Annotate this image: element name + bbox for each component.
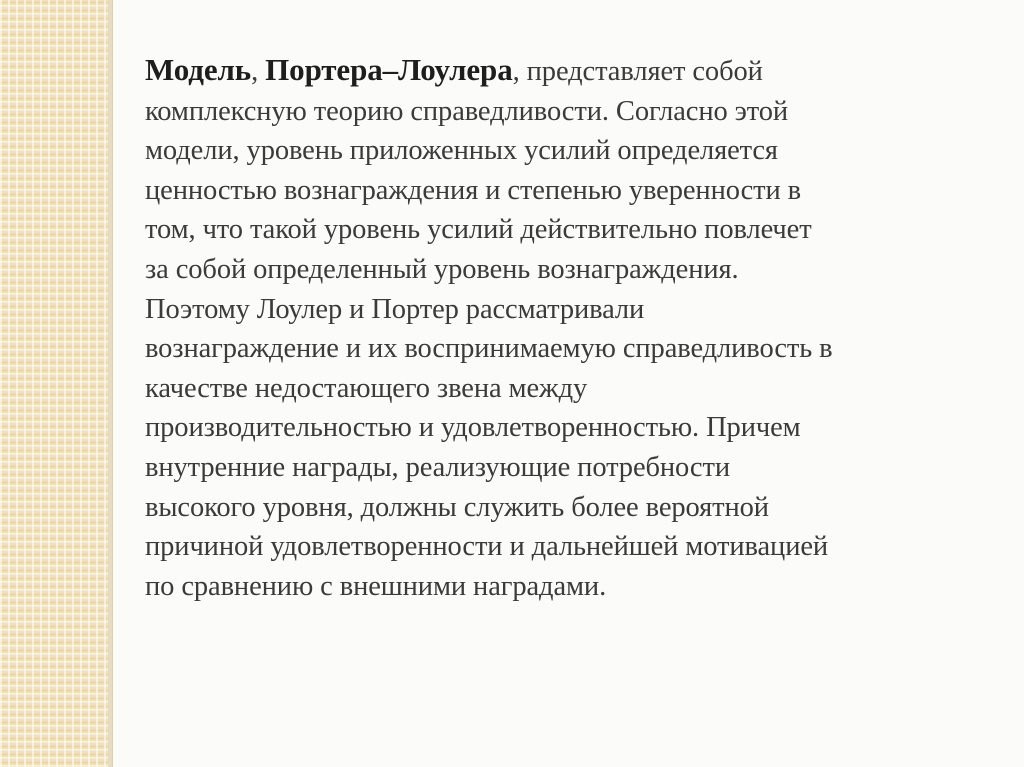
body-line: вознаграждение и их воспринимаемую справедливость в [145,333,833,365]
heading-separator: , [251,56,266,87]
heading-porter-lawler: Портера–Лоулера [265,52,513,87]
decorative-side-band [0,0,108,767]
heading-model: Модель [145,52,252,87]
body-line: ценностью вознаграждения и степенью уверенности в [145,174,802,206]
slide-text [145,50,995,606]
heading-tail: , представляет собой [512,56,763,87]
body-line: по сравнению с внешними наградами. [145,570,607,602]
body-line: качестве недостающего звена между [145,372,588,404]
body-line: производительностью и удовлетворенностью. Причем [145,412,801,444]
heading-line [145,50,995,92]
body-line: внутренние награды, реализующие потребности [145,451,730,483]
body-line: том, что такой уровень усилий действительно повлечет [145,214,812,246]
body-line: причиной удовлетворенности и дальнейшей мотивацией [145,531,829,563]
body-line: модели, уровень приложенных усилий определяется [145,135,778,167]
body-line: высокого уровня, должны служить более вероятной [145,491,769,523]
side-band-divider [112,0,113,767]
body-line: за собой определенный уровень вознаграждения. [145,253,739,285]
body-line: Поэтому Лоулер и Портер рассматривали [145,293,645,325]
body-line: комплексную теорию справедливости. Согласно этой [145,95,789,127]
